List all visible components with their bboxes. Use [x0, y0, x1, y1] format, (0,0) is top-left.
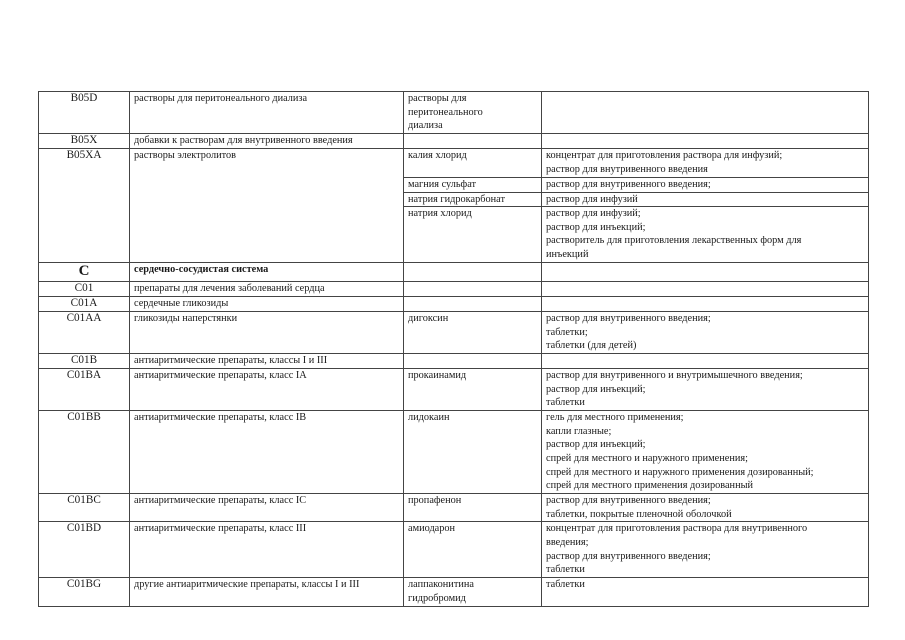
table-row: [39, 411, 869, 494]
atc-code: C01BG: [39, 578, 130, 606]
atc-description: добавки к растворам для внутривенного введения: [130, 134, 404, 149]
atc-description: препараты для лечения заболеваний сердца: [130, 282, 404, 297]
dosage-forms: раствор для внутривенного и внутримышечного введения; раствор для инъекций; таблетки: [542, 369, 869, 411]
atc-description: другие антиаритмические препараты, классы I и III: [130, 578, 404, 606]
atc-description: антиаритмические препараты, класс III: [130, 522, 404, 578]
atc-description: гликозиды наперстянки: [130, 312, 404, 354]
table-row: [39, 297, 869, 312]
dosage-forms: [542, 297, 869, 312]
dosage-forms: [542, 263, 869, 282]
dosage-forms: таблетки: [542, 578, 869, 606]
atc-description: сердечные гликозиды: [130, 297, 404, 312]
table-row: [39, 149, 869, 178]
drug-name: натрия хлорид: [404, 207, 542, 263]
atc-description: растворы для перитонеального диализа: [130, 92, 404, 134]
dosage-forms: раствор для инфузий; раствор для инъекций; растворитель для приготовления лекарственных форм для инъекций: [542, 207, 869, 263]
drug-name: [404, 263, 542, 282]
dosage-forms: гель для местного применения; капли глазные; раствор для инъекций; спрей для местного и наружного применения; спрей для местного и наружного применения дозированный; спрей для местного применения дозированный: [542, 411, 869, 494]
atc-code: C01A: [39, 297, 130, 312]
drug-name: калия хлорид: [404, 149, 542, 178]
atc-code: C01B: [39, 354, 130, 369]
drug-name: растворы для перитонеального диализа: [404, 92, 542, 134]
atc-description: антиаритмические препараты, класс IC: [130, 494, 404, 522]
drug-name: [404, 282, 542, 297]
atc-code: B05X: [39, 134, 130, 149]
drug-name: пропафенон: [404, 494, 542, 522]
atc-description: растворы электролитов: [130, 149, 404, 263]
table-row: [39, 282, 869, 297]
table-row: [39, 312, 869, 354]
dosage-forms: [542, 92, 869, 134]
dosage-forms: раствор для внутривенного введения; таблетки, покрытые пленочной оболочкой: [542, 494, 869, 522]
table-row: [39, 134, 869, 149]
dosage-forms: [542, 134, 869, 149]
dosage-forms: раствор для внутривенного введения; таблетки; таблетки (для детей): [542, 312, 869, 354]
atc-description: антиаритмические препараты, классы I и III: [130, 354, 404, 369]
table-row: [39, 263, 869, 282]
table-row: [39, 369, 869, 411]
drug-name: [404, 354, 542, 369]
table-row: [39, 92, 869, 134]
drug-name: прокаинамид: [404, 369, 542, 411]
dosage-forms: раствор для внутривенного введения;: [542, 178, 869, 193]
drug-classification-table: [38, 91, 869, 607]
drug-name: натрия гидрокарбонат: [404, 192, 542, 207]
atc-code: C01: [39, 282, 130, 297]
drug-name: лаппаконитина гидробромид: [404, 578, 542, 606]
table-row: [39, 522, 869, 578]
drug-name: [404, 134, 542, 149]
table-row: [39, 494, 869, 522]
atc-code: C01BD: [39, 522, 130, 578]
drug-name: лидокаин: [404, 411, 542, 494]
dosage-forms: концентрат для приготовления раствора для внутривенного введения; раствор для внутривенного введения; таблетки: [542, 522, 869, 578]
atc-code: C01BA: [39, 369, 130, 411]
drug-name: дигоксин: [404, 312, 542, 354]
atc-code: B05XA: [39, 149, 130, 263]
table-row: [39, 578, 869, 606]
atc-code: C01BC: [39, 494, 130, 522]
drug-name: магния сульфат: [404, 178, 542, 193]
atc-code: B05D: [39, 92, 130, 134]
drug-name: амиодарон: [404, 522, 542, 578]
drug-name: [404, 297, 542, 312]
dosage-forms: раствор для инфузий: [542, 192, 869, 207]
atc-code: C01AA: [39, 312, 130, 354]
dosage-forms: концентрат для приготовления раствора для инфузий; раствор для внутривенного введения: [542, 149, 869, 178]
atc-description: антиаритмические препараты, класс IA: [130, 369, 404, 411]
atc-description: антиаритмические препараты, класс IB: [130, 411, 404, 494]
dosage-forms: [542, 282, 869, 297]
atc-code: C: [39, 263, 130, 282]
atc-code: C01BB: [39, 411, 130, 494]
atc-description: сердечно-сосудистая система: [130, 263, 404, 282]
table-row: [39, 354, 869, 369]
dosage-forms: [542, 354, 869, 369]
